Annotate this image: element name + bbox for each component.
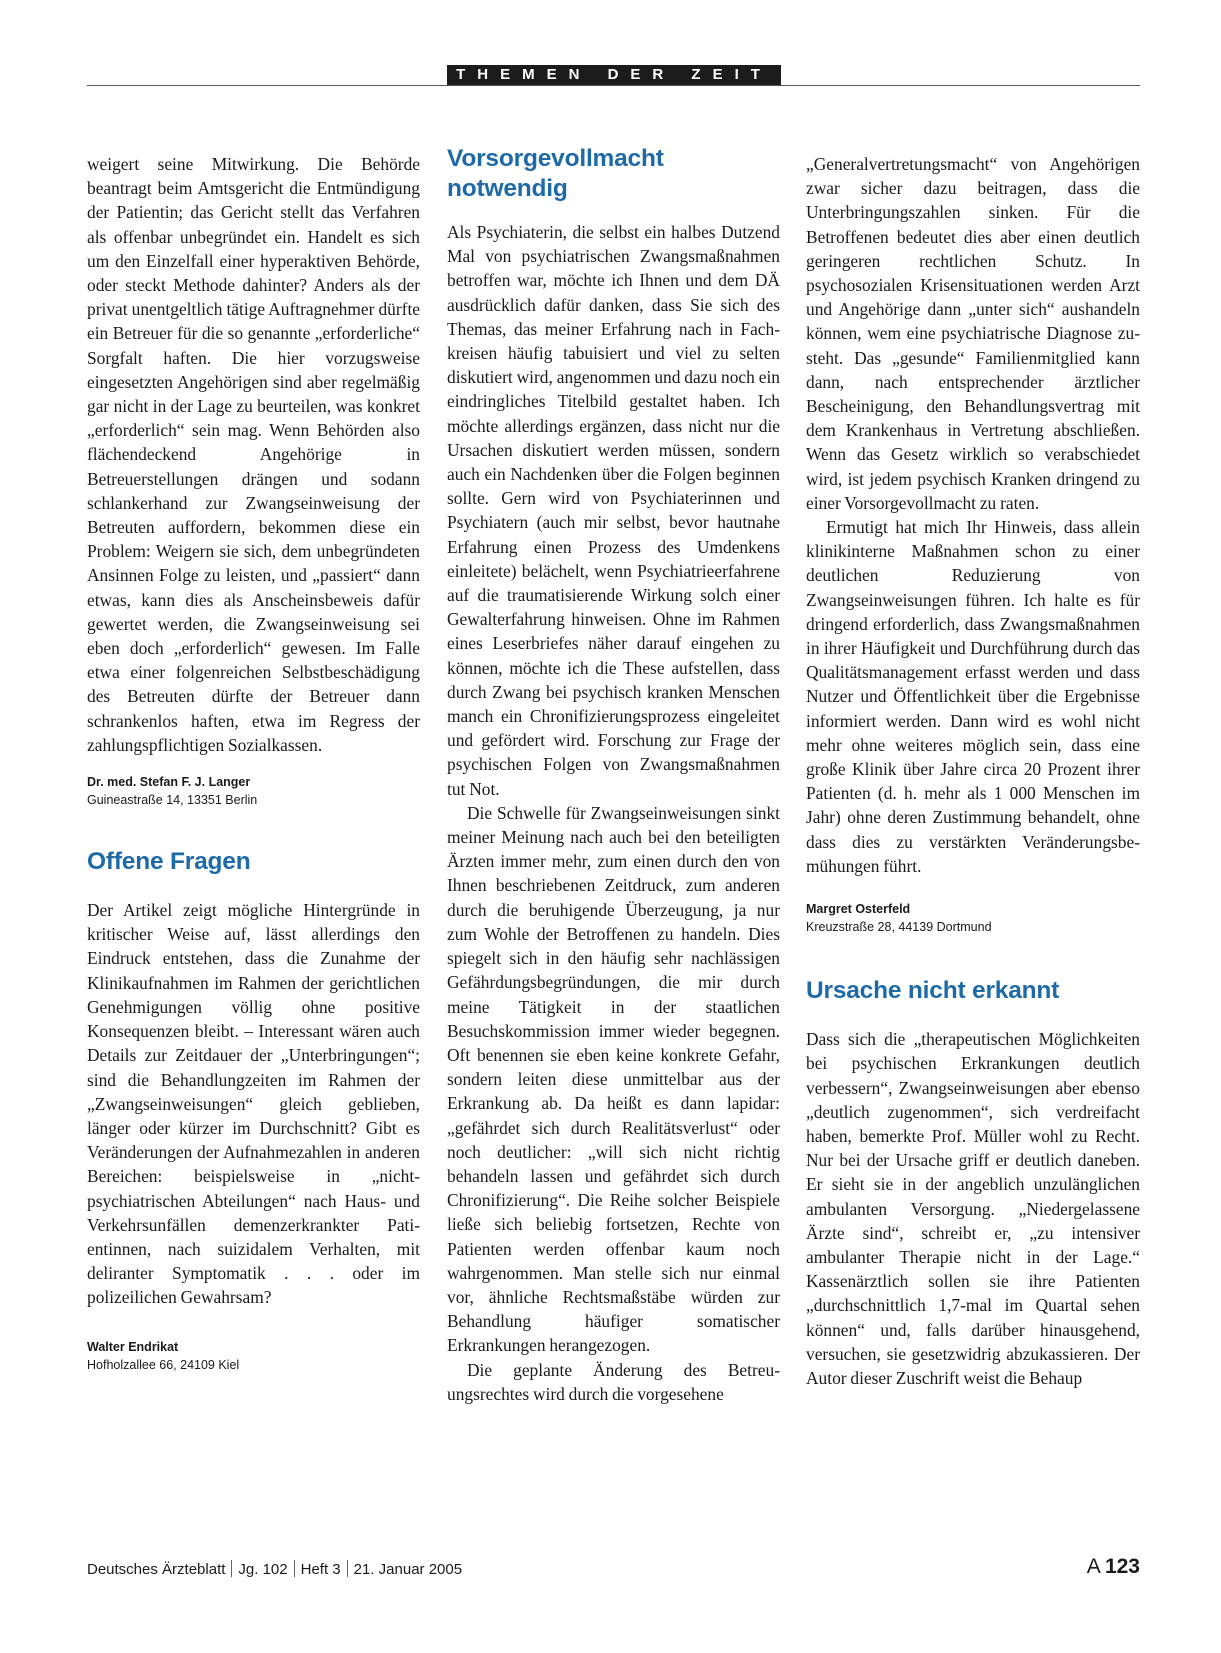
author-name: Walter Endrikat	[87, 1339, 179, 1354]
letter-ursache-text: Dass sich die „therapeutischen Möglichkeiten bei psychischen Erkrankungen deutlich verbessern“, Zwangseinweisungen aber ebenso „deutlich zugenommen“, sich verdreifacht haben, bemerkte Prof. Müller wohl zu Recht. Nur bei der Ursache griff er deutlich daneben. Er sieht sie in der angeblich unzulänglichen ambulanten Versorgung. „Niedergelassene Ärzte sind“, schreibt er, „zu intensiver ambulanter Therapie nicht in der Lage.“ Kassenärztlich sollen sie ihre Patienten „durchschnittlich 1,7-mal im Quartal sehen können“ und, falls darüber hinausgehend, versuchen, sie gesetzwidrig abzukassieren. Der Autor dieser Zuschrift weist die Behaup	[806, 1029, 1140, 1388]
author-address: Guineastraße 14, 13351 Berlin	[87, 793, 258, 808]
signature-endrikat	[87, 1338, 420, 1374]
signature-osterfeld	[806, 900, 1140, 936]
issue: Heft 3	[300, 1561, 341, 1578]
divider	[294, 1560, 295, 1577]
journal-name: Deutsches Ärzteblatt	[87, 1561, 226, 1578]
column-1	[87, 152, 420, 1374]
letter-osterfeld-p4: „Generalvertretungsmacht“ von Angehörigen zwar sicher dazu beitragen, dass die Unterbringungszahlen sinken. Für die Betroffenen bedeutet dies aber einen deutlich geringeren rechtlichen Schutz. In psychosozialen Krisensituationen werden Arzt und Angehörige dann „unter sich“ aushandeln können, wem eine psychiatrische Diagnose zusteht. Das „gesunde“ Familienmitglied kann dann, nach entsprechender ärztlicher Bescheinigung, den Behandlungsvertrag mit dem Krankenhaus in Vertretung abschließen. Wenn das Gesetz wirklich so verabschiedet wird, ist jedem psychisch Kranken dringend zu einer Vorsorgevollmacht zu raten.	[806, 154, 1140, 513]
column-2	[447, 145, 780, 1406]
letter-osterfeld-p3: Die geplante Änderung des Betreuungsrechtes wird durch die vorgesehene	[447, 1359, 780, 1404]
volume: Jg. 102	[238, 1561, 288, 1578]
heading-vorsorgevollmacht: Vorsorgevollmacht notwendig	[447, 145, 664, 202]
section-rubric: THEMEN DER ZEIT	[447, 65, 781, 85]
heading-ursache: Ursache nicht erkannt	[806, 977, 1060, 1005]
rubric-rule	[87, 85, 1140, 86]
page-prefix: A	[1086, 1555, 1101, 1578]
column-3	[806, 152, 1140, 1390]
page-number	[1087, 1555, 1140, 1579]
letter-langer-text: weigert seine Mitwirkung. Die Behörde beantragt beim Amtsgericht die Entmündigung der Patientin; das Gericht stellt das Verfahren als offenbar unbegründet ein. Handelt es sich um den Einzelfall einer hyperaktiven Behörde, oder steckt Methode dahinter? Anders als der privat unentgeltlich tätige Auftragnehmer dürfte ein Betreuer für die so genannte „erforderliche“ Sorgfalt haften. Die hier vorzugsweise eingesetzten Angehörigen sind aber regelmäßig gar nicht in der Lage zu beurteilen, was konkret „erforderlich“ sein mag. Wenn Behörden also flächendeckend Angehörige in Betreuerstellungen drängen und sodann schlankerhand zur Zwangseinweisung der Betreuten auffordern, bekommen diese ein Problem: Weigern sie sich, dem unbegründeten Ansinnen Folge zu leisten, und „passiert“ dann etwas, kann dies als Anscheinsbeweis dafür gewertet werden, die Zwangseinweisung sei eben doch „erforderlich“ gewesen. Im Falle etwa einer folgenreichen Selbstbeschädigung des Betreuten dürfte der Betreuer dann schrankenlos haften, etwa im Regress der zahlungspflichtigen Sozialkassen.	[87, 154, 420, 755]
author-address: Kreuzstraße 28, 44139 Dortmund	[806, 920, 992, 935]
issue-date: 21. Januar 2005	[353, 1561, 463, 1578]
divider	[347, 1560, 348, 1577]
letter-osterfeld-p5: Ermutigt hat mich Ihr Hinweis, dass allein klinikinterne Maßnahmen schon zu einer deutlichen Reduzierung von Zwangseinweisungen führen. Ich halte es für dringend erforderlich, dass Zwangsmaßnahmen in ihrer Häufigkeit und Durchführung durch das Qualitätsmanagement erfasst werden und dass Nutzer und Öffentlichkeit über die Ergebnisse informiert werden. Dann wird es wohl nicht mehr ohne weiteres möglich sein, dass eine große Klinik über Jahre circa 20 Prozent ihrer Patienten (d. h. mehr als 1 000 Menschen im Jahr) ohne deren Zustimmung behandelt, ohne dass dies zu verstärkten Veränderungsbemühungen führt.	[806, 517, 1140, 876]
author-address: Hofholzallee 66, 24109 Kiel	[87, 1357, 240, 1372]
letter-endrikat-text: Der Artikel zeigt mögliche Hintergründe in kritischer Weise auf, lässt allerdings den Eindruck entstehen, dass die Zunahme der Klinikaufnahmen im Rahmen der gerichtlichen Genehmigungen völlig ohne positive Konsequenzen bleibt. – Interessant wären auch Details zur Zeitdauer der „Unterbringungen“; sind die Behandlungzeiten im Rahmen der „Zwangseinweisungen“ gleich geblieben, länger oder kürzer im Durchschnitt? Gibt es Veränderungen der Aufnahmezahlen in anderen Bereichen: beispielsweise in „nicht-psychiatrischen Abteilungen“ nach Haus- und Verkehrsunfällen demenzerkrankter Patientinnen, nach suizidalem Verhalten, mit deliranter Symptomatik . . . oder im polizeilichen Gewahrsam?	[87, 900, 420, 1308]
author-name: Margret Osterfeld	[806, 902, 911, 917]
divider	[231, 1560, 232, 1577]
letter-osterfeld-p1: Als Psychiaterin, die selbst ein halbes Dutzend Mal von psychiatrischen Zwangsmaßnahmen betroffen war, möchte ich Ihnen und dem DÄ ausdrücklich dafür danken, dass Sie sich des Themas, das meiner Erfahrung nach in Fachkreisen häufig tabuisiert und viel zu selten diskutiert wird, angenommen und dazu noch ein eindringliches Titelbild gestaltet haben. Ich möchte allerdings ergänzen, dass nicht nur die Ursachen diskutiert werden müssen, sondern auch ein Nachdenken über die Folgen beginnen sollte. Gern wird von Psychiaterinnen und Psychiatern (auch mir selbst, bevor hautnahe Erfahrung einen Prozess des Umdenkens einleitete) belächelt, wenn Psychiatrieerfahrene auf die traumatisierende Wirkung solch einer Gewalterfahrung hinweisen. Ohne im Rahmen eines Leserbriefes näher darauf eingehen zu können, möchte ich die These aufstellen, dass durch Zwang bei psychisch kranken Menschen manch ein Chronifizierungsprozess eingeleitet und gefördert wird. Forschung zur Frage der psychischen Folgen von Zwangsmaßnahmen tut Not.	[447, 222, 780, 799]
letter-osterfeld-p2: Die Schwelle für Zwangseinweisungen sinkt meiner Meinung nach auch bei den beteiligten Ärzten immer mehr, zum einen durch den von Ihnen beschriebenen Zeitdruck, zum anderen durch die beruhigende Überzeugung, ja nur zum Wohle der Betroffenen zu handeln. Dies spiegelt sich in den häufig sehr nachlässigen Gefährdungsbegründungen, die mir durch meine Tätigkeit in der staatlichen Besuchskommission immer wieder begegnen. Oft benennen sie eben keine konkrete Gefahr, sondern leiten diese unmittelbar aus der Erkrankung ab. Da heißt es dann lapidar: „gefährdet sich durch Realitätsverlust“ oder noch deutlicher: „will sich nicht richtig behandeln lassen und gefährdet sich durch Chronifizierung“. Die Reihe solcher Beispiele ließe sich beliebig fortsetzen, Rechte von Patienten werden offenbar kaum noch wahrgenommen. Man stelle sich nur einmal vor, ähnliche Rechtsmaßstäbe würden zur Behandlung häufiger somatischer Erkrankungen herangezogen.	[447, 802, 780, 1356]
signature-langer	[87, 773, 420, 809]
heading-offene-fragen: Offene Fragen	[87, 848, 251, 876]
page-number-value: 123	[1104, 1555, 1140, 1578]
footer-citation	[87, 1560, 462, 1578]
author-name: Dr. med. Stefan F. J. Langer	[87, 775, 251, 790]
